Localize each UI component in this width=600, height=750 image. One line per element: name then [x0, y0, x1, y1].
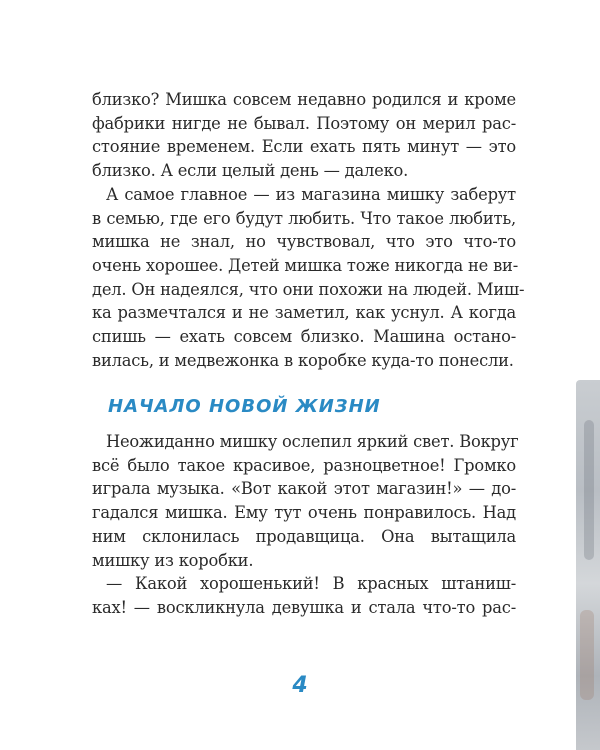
- section-heading: НАЧАЛО НОВОЙ ЖИЗНИ: [108, 396, 381, 417]
- text-block-bottom: [92, 430, 519, 620]
- text-line: — Какой хорошенький! В красных штаниш-: [106, 574, 516, 594]
- text-line: близко? Мишка совсем недавно родился и кроме: [92, 90, 516, 109]
- text-line: очень хорошее. Детей мишка тоже никогда не ви-: [92, 255, 519, 275]
- text-line: мишка не знал, но чувствовал, что это что-то: [92, 232, 516, 252]
- text-line: гадался мишка. Ему тут очень понравилось. Над: [92, 503, 516, 523]
- illustration-edge: [576, 380, 600, 750]
- text-line: в семью, где его будут любить. Что такое любить,: [92, 208, 516, 228]
- paragraph-2: [92, 183, 525, 373]
- page-number: 4: [292, 673, 308, 698]
- paragraph-3: [92, 430, 519, 572]
- text-line: ках! — воскликнула девушка и стала что-то рас-: [92, 597, 516, 617]
- text-line: играла музыка. «Вот какой этот магазин!» — до-: [92, 479, 516, 499]
- text-line: ним склонилась продавщица. Она вытащила: [92, 526, 516, 546]
- text-line: всё было такое красивое, разноцветное! Громко: [92, 455, 516, 475]
- paragraph-1: [92, 88, 516, 183]
- text-line: Неожиданно мишку ослепил яркий свет. Вокруг: [106, 432, 519, 451]
- text-line: спишь — ехать совсем близко. Машина остано-: [92, 327, 516, 347]
- text-block-top: [92, 88, 525, 372]
- text-line: стояние временем. Если ехать пять минут — это: [92, 137, 516, 157]
- text-line: дел. Он надеялся, что они похожи на людей. Миш-: [92, 279, 525, 299]
- text-line: ка размечтался и не заметил, как уснул. А когда: [92, 303, 516, 323]
- text-line: мишку из коробки.: [92, 550, 254, 570]
- paragraph-4: [92, 572, 516, 619]
- text-line: фабрики нигде не бывал. Поэтому он мерил рас-: [92, 113, 516, 133]
- text-line: А самое главное — из магазина мишку заберут: [106, 184, 516, 204]
- text-line: вилась, и медвежонка в коробке куда-то понесли.: [92, 350, 514, 370]
- text-line: близко. А если целый день — далеко.: [92, 161, 409, 181]
